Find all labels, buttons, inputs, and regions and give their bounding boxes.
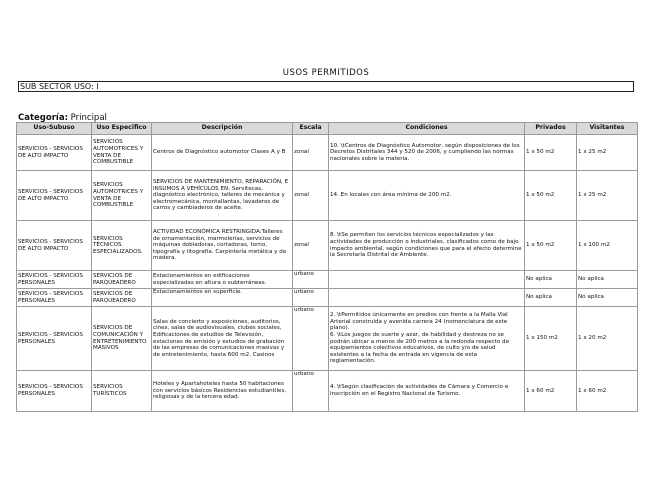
- cell-privados: 1 x 60 m2: [525, 371, 577, 412]
- cell-descripcion: Estacionamientos en edificaciones especializadas en altura o subterráneas.: [152, 271, 293, 289]
- cell-descripcion: Estacionamientos en superficie.: [152, 289, 293, 307]
- cell-privados: 1 x 50 m2: [525, 171, 577, 221]
- cell-uso: SERVICIOS - SERVICIOS PERSONALES: [17, 307, 92, 371]
- cell-uso: SERVICIOS - SERVICIOS PERSONALES: [17, 271, 92, 289]
- cell-privados: 1 x 50 m2: [525, 221, 577, 271]
- cell-condiciones: [329, 289, 525, 307]
- table-header-row: [17, 123, 638, 135]
- cell-uso: SERVICIOS - SERVICIOS DE ALTO IMPACTO: [17, 135, 92, 171]
- table-row: [17, 307, 638, 371]
- cell-visitantes: 1 x 100 m2: [577, 221, 638, 271]
- cell-privados: 1 x 50 m2: [525, 135, 577, 171]
- cell-especifico: SERVICIOS AUTOMOTRICES Y VENTA DE COMBUSTIBLE: [92, 171, 152, 221]
- cell-condiciones: 2. \tPermitidos únicamente en predios con frente a la Malla Vial Arterial construida y avenida carrera 24 (nomenclatura de este plano). 6. \tLos juegos de suerte y azar, de habilidad y destreza no se podrán ubicar a menos de 200 metros a la redonda respecto de equipamientos colectivos educativos, de culto y/o de salud existentes a la fecha de entrada en vigencia de esta reglamentación.: [329, 307, 525, 371]
- cell-escala: zonal: [293, 171, 329, 221]
- usos-permitidos-table: [16, 122, 638, 412]
- col-header-descripcion: Descripción: [152, 123, 293, 135]
- cell-escala: zonal: [293, 135, 329, 171]
- cell-especifico: SERVICIOS AUTOMOTRICES Y VENTA DE COMBUSTIBLE: [92, 135, 152, 171]
- table-row: [17, 289, 638, 307]
- cell-visitantes: 1 x 60 m2: [577, 371, 638, 412]
- categoria-value: Principal: [67, 113, 107, 123]
- page-title: USOS PERMITIDOS: [282, 68, 370, 78]
- cell-descripcion: Salas de concierto y exposiciones, auditorios, cines, salas de audiovisuales, clubes sociales, Edificaciones de estudios de Televisión, estaciones de emisión y estudios de grabación de las empresas de comunicaciones masivas y de entretenimiento, hasta 600 m2. Casinos: [152, 307, 293, 371]
- cell-escala: urbano: [293, 371, 329, 412]
- cell-condiciones: 8. \tSe permiten los servicios técnicos especializados y las actividades de producción o industriales, clasificados como de bajo impacto ambiental, según condiciones que para el efecto determine la Secretaría Distrital de Ambiente.: [329, 221, 525, 271]
- col-header-especifico: Uso Especifico: [92, 123, 152, 135]
- cell-visitantes: 1 x 20 m2: [577, 307, 638, 371]
- cell-visitantes: 1 x 25 m2: [577, 171, 638, 221]
- categoria-label: Categoría:: [18, 113, 68, 123]
- cell-escala: urbano: [293, 289, 329, 307]
- cell-especifico: SERVICIOS TÉCNICOS ESPECIALIZADOS.: [92, 221, 152, 271]
- cell-privados: No aplica: [525, 271, 577, 289]
- cell-uso: SERVICIOS - SERVICIOS DE ALTO IMPACTO: [17, 171, 92, 221]
- cell-condiciones: 14. En locales con área mínima de 200 m2.: [329, 171, 525, 221]
- table-row: [17, 371, 638, 412]
- cell-uso: SERVICIOS - SERVICIOS PERSONALES: [17, 371, 92, 412]
- cell-escala: urbano: [293, 271, 329, 289]
- col-header-condiciones: Condiciones: [329, 123, 525, 135]
- cell-especifico: SERVICIOS DE PARQUEADERO: [92, 271, 152, 289]
- cell-visitantes: No aplica: [577, 271, 638, 289]
- table-row: [17, 171, 638, 221]
- cell-privados: No aplica: [525, 289, 577, 307]
- cell-uso: SERVICIOS - SERVICIOS PERSONALES: [17, 289, 92, 307]
- cell-descripcion: SERVICIOS DE MANTENIMIENTO, REPARACIÓN, E INSUMOS A VEHÍCULOS EN: Servitecas, diagnóstico electrónico, talleres de mecánica y electromecánica, montallantas, lavaderos de carros y cambiaderos de aceite.: [152, 171, 293, 221]
- cell-especifico: SERVICIOS DE COMUNICACIÓN Y ENTRETENIMIENTO MASIVOS: [92, 307, 152, 371]
- cell-visitantes: No aplica: [577, 289, 638, 307]
- subsector-label: SUB SECTOR USO: I: [18, 81, 634, 92]
- cell-visitantes: 1 x 25 m2: [577, 135, 638, 171]
- table-row: [17, 135, 638, 171]
- cell-condiciones: [329, 271, 525, 289]
- col-header-uso: Uso-Subuso: [17, 123, 92, 135]
- cell-uso: SERVICIOS - SERVICIOS DE ALTO IMPACTO: [17, 221, 92, 271]
- table-row: [17, 271, 638, 289]
- cell-descripcion: Hoteles y Apartahoteles hasta 50 habitaciones con servicios básicos Residencias estudiantiles, religiosas y de la tercera edad.: [152, 371, 293, 412]
- cell-descripcion: Centros de Diagnóstico automotor Clases A y B: [152, 135, 293, 171]
- col-header-escala: Escala: [293, 123, 329, 135]
- cell-escala: zonal: [293, 221, 329, 271]
- cell-especifico: SERVICIOS DE PARQUEADERO: [92, 289, 152, 307]
- table-row: [17, 221, 638, 271]
- cell-condiciones: 4. \tSegún clasificación de actividades de Cámara y Comercio e inscripción en el Registro Nacional de Turismo.: [329, 371, 525, 412]
- cell-descripcion: ACTIVIDAD ECONÓMICA RESTRINGIDA:Talleres de ornamentación, marmolerías, servicios de máquinas dobladoras, cortadoras, torno, tipografía y litografía. Carpintería metálica y de madera.: [152, 221, 293, 271]
- col-header-visitantes: Visitantes: [577, 123, 638, 135]
- cell-condiciones: 10. \tCentros de Diagnóstico Automotor, según disposiciones de los Decretos Distritales 344 y 520 de 2006, y cumpliendo las normas nacionales sobre la materia.: [329, 135, 525, 171]
- cell-escala: urbano: [293, 307, 329, 371]
- col-header-privados: Privados: [525, 123, 577, 135]
- cell-privados: 1 x 150 m2: [525, 307, 577, 371]
- cell-especifico: SERVICIOS TURÍSTICOS: [92, 371, 152, 412]
